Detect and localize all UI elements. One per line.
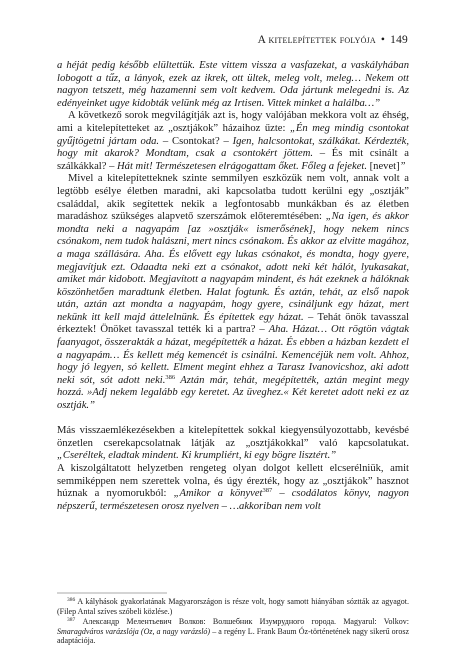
footnote-ref: 387 [262, 487, 273, 495]
quoted-text: Smaragdváros varázslója (Oz, a nagy varázsló) [57, 626, 211, 636]
text-run: – a regény L. Frank Baum Óz-történetének nagy sikerű orosz adaptációja. [57, 626, 410, 646]
quoted-text: a héját pedig később elültettük. Este vittem vissza a vasfazekat, a vaskályhában lobogott a tűz, a lányok, ezek az ikrek, ott ültek, meleg volt, meleg… Nekem ott nagyon tetszett, még hazamenni sem volt kedvem. Oda jártunk melegedni is. Az edényeinket ugye kidobták velünk még az Irtisen. Vittek minket a halálba…” [57, 60, 409, 109]
footnote-ref: 386 [165, 373, 176, 381]
text-run: Mivel a kitelepítetteknek szinte semmilyen eszközük nem volt, annak volt a legtöbb esélye életben maradni, aki kapcsolatba tudott kerülni egy „osztják” családdal, akik segítettek nekik a legfontosabb munkákban és az életben maradáshoz szükséges alapvető szerszámok előteremtésében: [57, 173, 409, 223]
running-title: A kitelepítettek folyója [257, 34, 376, 46]
footnote-rule [57, 592, 409, 594]
quoted-text: „Amikor a könyvet [173, 488, 263, 500]
header-separator: • [380, 34, 386, 46]
page-number: 149 [390, 34, 408, 46]
quoted-text: „Cseréltek, eladtak mindent. Ki krumpliért, ki egy bögre lisztért.” [57, 450, 337, 462]
paragraph [57, 425, 409, 463]
footnote-number: 387 [67, 617, 76, 624]
footnote [57, 597, 409, 616]
text-run: Csontokat? [172, 135, 220, 147]
text-run: [nevet] [369, 160, 400, 172]
text-run: A következő sorok megvilágítják azt is, hogy valójában mekkora volt az éhség, ami a kitelepítetteket az „osztjákok” házaihoz űzte: [57, 110, 409, 134]
text-run: A kályhások gyakorlatának Magyarországon is része volt, hogy samott hiányában sóztták az agyagot. (Filep Antal szíves szóbeli közlése.) [57, 597, 409, 616]
running-header [258, 34, 408, 46]
text-run: És mit csinált a szálkákkal? [57, 148, 409, 172]
text-run: Александр Мелентьевич Волков: Волшебник Изумрудного города. Magyarul: Volkov: [82, 617, 409, 627]
text-run: – Tehát önök tavasszal érkeztek! Önöket tavasszal tették ki a partra? – [57, 311, 409, 336]
paragraph [57, 463, 409, 513]
quoted-text: Aztán már, tehát, megépítették, aztán megint megy hozzá. »Adj nekem legalább egy keretet. Az üveghez.« Két keretet adott neki ez az osztják.” [57, 374, 409, 412]
quoted-text: „Én meg mindig csontokat gyűjtögetni jártam oda. – [57, 122, 409, 147]
paragraph [57, 110, 409, 173]
quoted-text: ” [399, 160, 406, 172]
quoted-text: – Igen, halcsontokat, szálkákat. Kérdezték, hogy mit akarok? Mondtam, csak a csontokért jöttem. – [57, 135, 409, 160]
body-text [57, 60, 409, 513]
footnote [57, 617, 409, 646]
quoted-text: Aha. Házat… Ott rögtön vágtak faanyagot, összerakták a házat, megépítették a házat. És ebben a házban kezdett el a nagyapám… És kellett még kemencét is csinálni. Kemencéjük nem volt. Ahhoz, hogy jó legyen, só kellett. Elment megint ehhez a Tarasz Ivanovicshoz, aki adott neki sót, sót adott neki. [57, 324, 409, 386]
quoted-text: „Na igen, és akkor mondta neki a nagyapám [az »osztják« ismerősének], hogy nekem nincs csónakom, nem tudok halászni, mert nincs csónakom. És akkor az elvitte magához, a maga szállására. Aha. És elővett egy lukas csónakot, és mondta, hogy gyere, megjavítjuk ezt. Odaadta neki ezt a csónakot, adott neki két hálót, lyukasakat, amiket már kidobott. Megjavított a nagyapám mindent, és hát ezeknek a hálóknak köszönhetően maradtunk életben. Halat fogtunk. És aztán, tehát, az első napok után, aztán azt mondta a nagyapám, hogy gyere, csináljunk egy házat, mert nekünk itt kell majd áttelelnünk. És építettek egy házat. [57, 211, 409, 323]
quoted-text: – csodálatos könyv, nagyon népszerű, természetesen orosz nyelven – …akkoriban nem volt [57, 488, 409, 512]
text-run: A kiszolgáltatott helyzetben rengeteg olyan dolgot kellett elcserélniük, amit semmiképpen nem szerettek volna, és úgy érezték, hogy az „osztjákok” hasznot húznak a nyomorukból: [57, 463, 409, 500]
quoted-text: – Hát mit! Természetesen elrágogattam őket. Főleg a fejeket. [106, 160, 370, 172]
text-run: Más visszaemlékezésekben a kitelepítettek sokkal kiegyensúlyozottabb, kevésbé önzetlen cserekapcsolatnak látják az „osztjákokkal” való kapcsolatukat. [57, 425, 409, 449]
footnotes [57, 597, 409, 647]
paragraph [57, 173, 409, 412]
paragraph [57, 60, 409, 110]
footnote-number: 386 [67, 597, 76, 603]
